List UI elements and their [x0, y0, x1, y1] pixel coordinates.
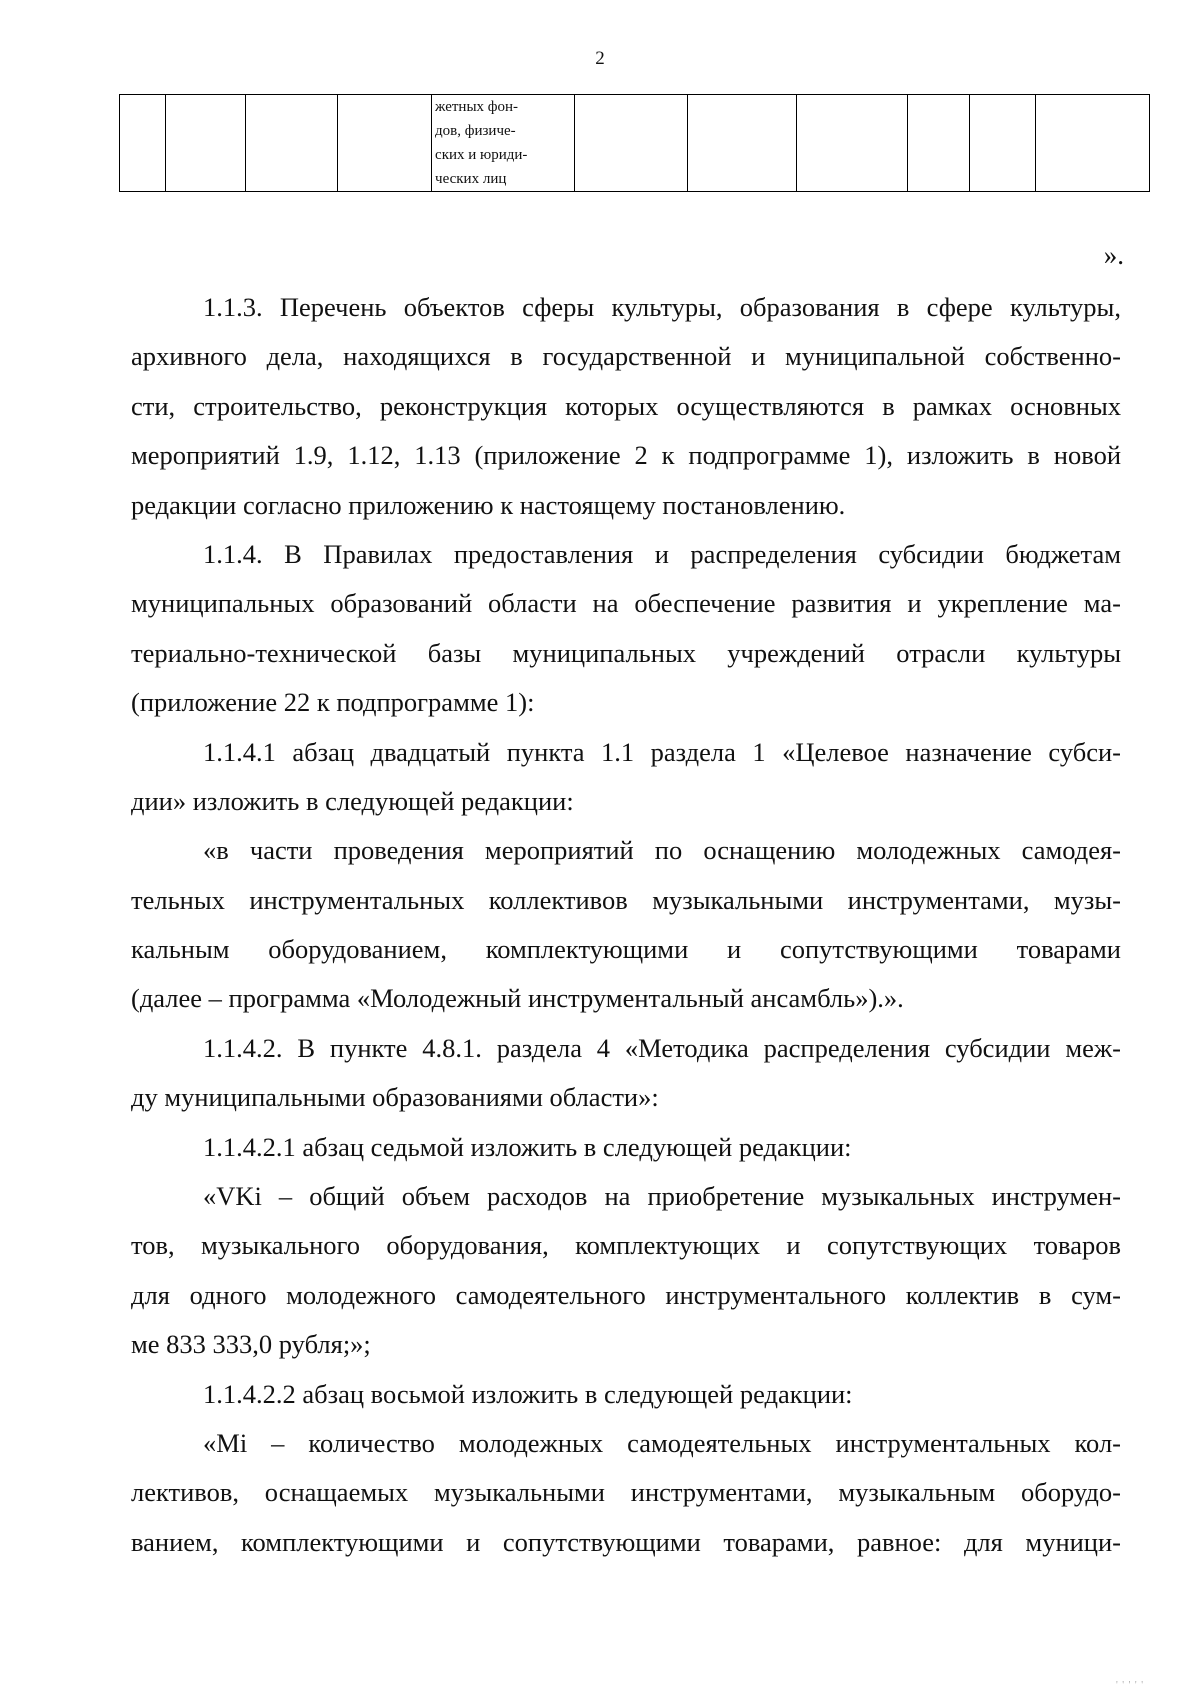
text-line: 1.1.4.2.2 абзац восьмой изложить в следующей редакции:	[203, 1378, 853, 1409]
text-line: для одного молодежного самодеятельного инструментального коллектив в сум-	[131, 1279, 1121, 1310]
text-line: (приложение 22 к подпрограмме 1):	[131, 687, 535, 718]
text-line: лективов, оснащаемых музыкальными инструментами, музыкальным оборудо-	[131, 1477, 1121, 1508]
text-line: тельных инструментальных коллективов музыкальными инструментами, музы-	[131, 884, 1121, 915]
text-line: 1.1.4.2. В пункте 4.8.1. раздела 4 «Методика распределения субсидии меж-	[203, 1032, 1121, 1063]
table-cell	[908, 95, 970, 192]
text-line: «Mi – количество молодежных самодеятельных инструментальных кол-	[203, 1427, 1121, 1458]
text-line: «в части проведения мероприятий по оснащению молодежных самодея-	[203, 835, 1121, 866]
table-cell	[575, 95, 688, 192]
text-line: муниципальных образований области на обеспечение развития и укрепление ма-	[131, 588, 1121, 619]
text-line: сти, строительство, реконструкция которых осуществляются в рамках основных	[131, 390, 1121, 421]
text-line: мероприятий 1.9, 1.12, 1.13 (приложение 2 к подпрограмме 1), изложить в новой	[131, 440, 1121, 471]
text-line: (далее – программа «Молодежный инструментальный ансамбль»).».	[131, 983, 904, 1014]
text-line: ме 833 333,0 рубля;»;	[131, 1329, 371, 1360]
cell-line: ских и юриди-	[435, 147, 528, 163]
text-line: 1.1.4. В Правилах предоставления и распределения субсидии бюджетам	[203, 538, 1121, 569]
text-line: 1.1.4.1 абзац двадцатый пункта 1.1 раздела 1 «Целевое назначение субси-	[203, 736, 1121, 767]
text-line: 1.1.3. Перечень объектов сферы культуры, образования в сфере культуры,	[203, 292, 1121, 322]
table-cell	[687, 95, 796, 192]
text-line: ванием, комплектующими и сопутствующими товарами, равное: для муници-	[131, 1526, 1121, 1557]
table-cell	[338, 95, 432, 192]
table-cell-text	[432, 95, 575, 192]
text-line: ду муниципальными образованиями области»:	[131, 1082, 659, 1113]
cell-line: жетных фон-	[435, 99, 519, 115]
text-line: 1.1.4.2.1 абзац седьмой изложить в следующей редакции:	[203, 1131, 852, 1162]
text-line: кальным оборудованием, комплектующими и сопутствующими товарами	[131, 934, 1121, 965]
table-cell	[165, 95, 245, 192]
table-row	[120, 95, 1150, 192]
body-text	[131, 283, 1121, 1567]
table-cell	[796, 95, 907, 192]
scan-mark: ' ' ' ' '	[1116, 1680, 1145, 1691]
text-line: дии» изложить в следующей редакции:	[131, 785, 574, 816]
cell-line: ческих лиц	[435, 171, 507, 187]
cell-line: дов, физиче-	[435, 123, 516, 139]
page-number: 2	[595, 48, 605, 69]
closing-quote: ».	[1103, 240, 1124, 270]
text-line: редакции согласно приложению к настоящему постановлению.	[131, 489, 846, 520]
table-cell	[970, 95, 1036, 192]
table-fragment	[119, 94, 1150, 192]
text-line: териально-технической базы муниципальных учреждений отрасли культуры	[131, 637, 1121, 668]
text-line: архивного дела, находящихся в государственной и муниципальной собственно-	[131, 341, 1121, 372]
text-line: «VKi – общий объем расходов на приобретение музыкальных инструмен-	[203, 1181, 1121, 1212]
text-line: тов, музыкального оборудования, комплектующих и сопутствующих товаров	[131, 1230, 1121, 1261]
table-cell	[120, 95, 166, 192]
table-cell	[245, 95, 338, 192]
table-cell	[1036, 95, 1150, 192]
